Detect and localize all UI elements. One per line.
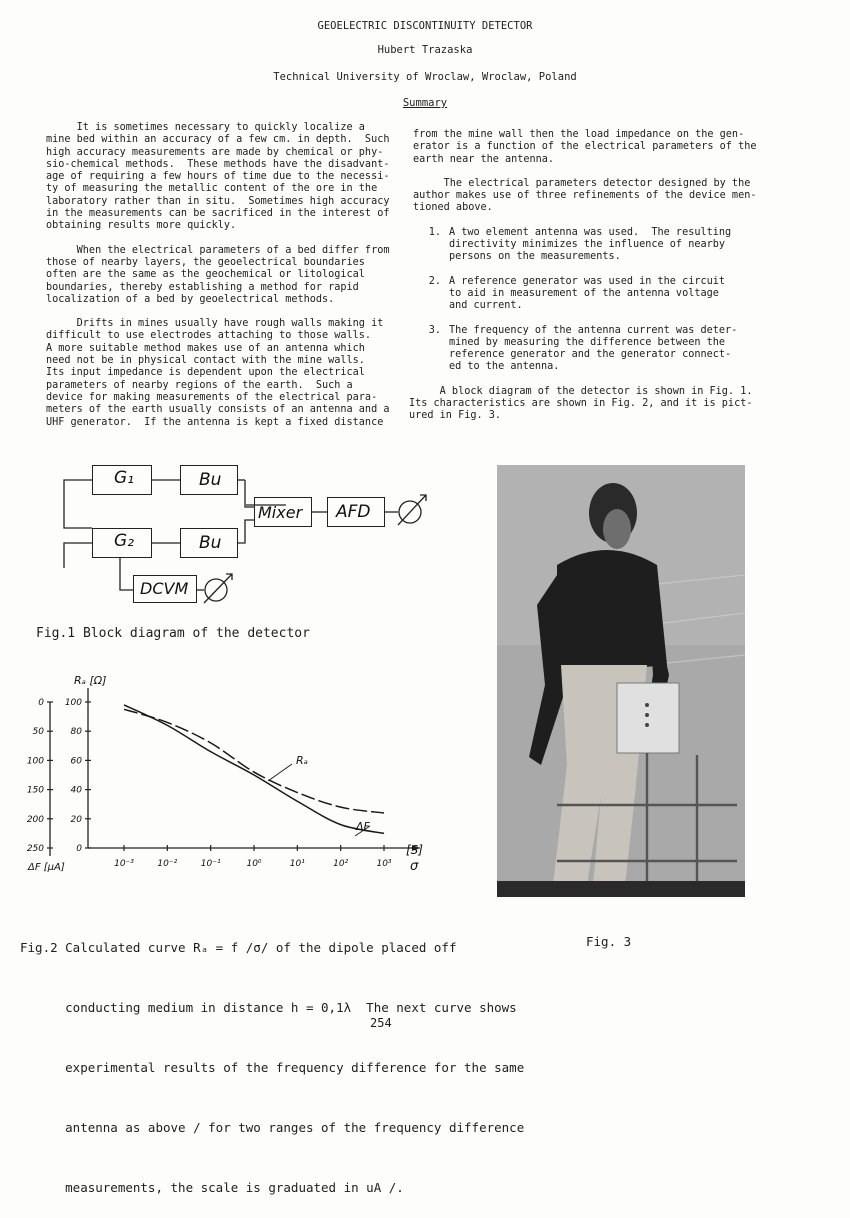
buffer-label-1: Bu (199, 470, 221, 490)
df-tick-label: 150 (27, 786, 44, 796)
df-axis-label: ΔF [μA] (27, 862, 65, 873)
df-tick-label: 100 (27, 756, 44, 766)
left-paragraph-2: When the electrical parameters of a bed differ from those of nearby layers, the geoelectrical boundaries often are the same as the geochemical or litological boundaries, thereby establishing a method for rapid localization of a bed by geoelectrical methods. (46, 245, 406, 306)
mixer-label: Mixer (258, 503, 302, 522)
x-tick-label: 10⁻¹ (201, 859, 221, 869)
left-paragraph-3: Drifts in mines usually have rough walls making it difficult to use electrodes attaching to those walls. A more suitable method makes use of an antenna which need not be in physical contact with the mine walls. Its input impedance is dependent upon the electrical parameters of nearby regions of the earth. Such a device for making measurements of the electrical para- meters of the earth usually consists of an antenna and a UHF generator. If the antenna is kept a fixed distance (46, 318, 406, 429)
y-tick-label: 60 (71, 756, 83, 766)
df-tick-label: 50 (33, 727, 45, 737)
ra-leader-line (268, 764, 292, 781)
y-axis-label: Rₐ [Ω] (74, 674, 106, 687)
fig2-chart (0, 660, 490, 880)
x-tick-label: 10² (333, 859, 348, 869)
list-item: 1. A two element antenna was used. The resulting directivity minimizes the influence of nearby persons on the measurements. (413, 227, 773, 264)
author-name: Hubert Trazaska (0, 44, 850, 56)
fig3-caption: Fig. 3 (586, 934, 631, 949)
series-label-ra: Rₐ (296, 754, 308, 767)
df-tick-label: 200 (27, 815, 44, 825)
y-tick-label: 20 (71, 815, 83, 825)
list-item: 3. The frequency of the antenna current was deter- mined by measuring the difference between the reference generator and the generator connect- ed to the antenna. (413, 325, 773, 374)
g2-label: G₂ (114, 531, 134, 551)
left-paragraph-1: It is sometimes necessary to quickly localize a mine bed within an accuracy of a few cm. in depth. Such high accuracy measurements are made by chemical or phy- sio-chemical methods. These methods have the disadvant- age of requiring a few hours of time due to the necessi- ty of measuring the metallic content of the ore in the laboratory rather than in situ. Sometimes high accuracy in the measurements can be sacrificed in the interest of obtaining results more quickly. (46, 122, 406, 233)
y-tick-label: 0 (76, 844, 82, 854)
x-tick-label: 10³ (376, 859, 391, 869)
meter-icon (204, 574, 232, 603)
list-item: 2. A reference generator was used in the circuit to aid in measurement of the antenna voltage and current. (413, 276, 773, 313)
x-tick-label: 10⁻³ (114, 859, 134, 869)
fig1-caption: Fig.1 Block diagram of the detector (36, 626, 310, 641)
x-axis-unit: [S] (406, 843, 423, 857)
right-paragraph-3: A block diagram of the detector is shown in Fig. 1. Its characteristics are shown in Fig. 2, and it is pict- ured in Fig. 3. (409, 386, 773, 423)
x-axis-symbol: σ (410, 859, 419, 874)
y-tick-label: 100 (65, 698, 82, 708)
series-line-df (124, 705, 384, 833)
afd-label: AFD (336, 502, 371, 522)
summary-heading: Summary (0, 97, 850, 109)
df-tick-label: 250 (27, 844, 44, 854)
series-label-df: ΔF (355, 820, 371, 833)
page-number: 254 (370, 1016, 392, 1030)
y-tick-label: 40 (71, 786, 83, 796)
right-paragraph-2: The electrical parameters detector designed by the author makes use of three refinements of the device men- tioned above. (413, 178, 773, 215)
x-tick-label: 10⁰ (246, 859, 261, 869)
paper-title: GEOELECTRIC DISCONTINUITY DETECTOR (0, 20, 850, 32)
fig3-photo (497, 465, 745, 897)
x-tick-label: 10⁻² (157, 859, 177, 869)
df-tick-label: 0 (38, 698, 44, 708)
y-tick-label: 80 (71, 727, 83, 737)
x-tick-label: 10¹ (290, 859, 305, 869)
fig3-photo-illustration (497, 465, 745, 897)
series-line-ra (124, 709, 384, 813)
buffer-label-2: Bu (199, 533, 221, 553)
dcvm-label: DCVM (140, 579, 188, 598)
fig2-caption: Fig.2 Calculated curve Rₐ = f /σ/ of the dipole placed off conducting medium in distance h = 0,1λ The next curve shows experimental results of the frequency difference for the same antenna as above / for two ranges of the frequency difference measurements, the scale is graduated in uA /. (20, 898, 524, 1218)
right-paragraph-1: from the mine wall then the load impedance on the gen- erator is a function of the electrical parameters of the earth near the antenna. (413, 129, 773, 166)
affiliation: Technical University of Wroclaw, Wroclaw, Poland (0, 71, 850, 83)
meter-icon (398, 495, 426, 525)
g1-label: G₁ (114, 468, 134, 488)
